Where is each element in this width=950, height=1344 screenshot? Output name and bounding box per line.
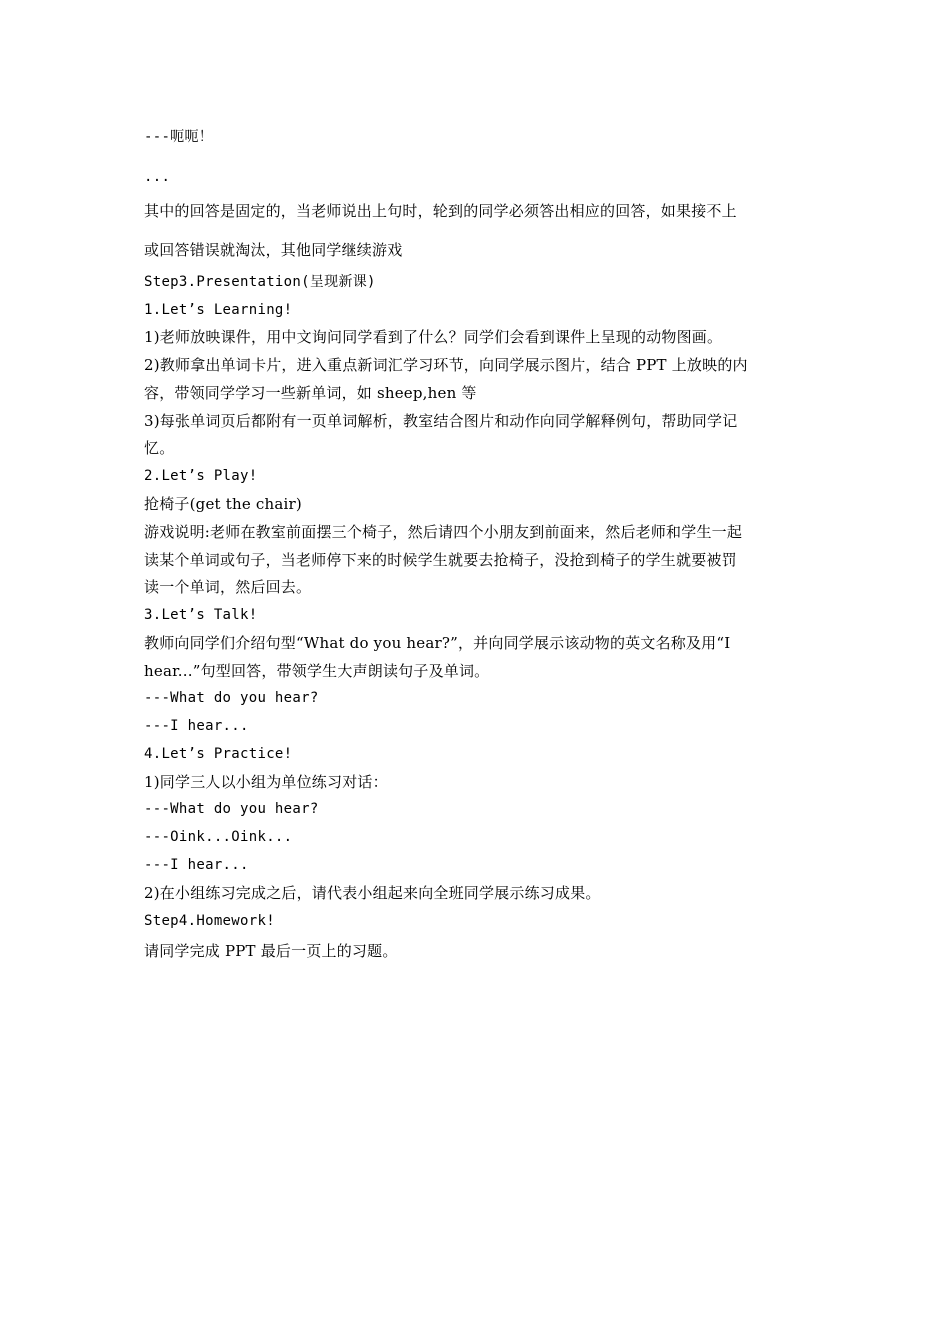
paragraph-line: 读某个单词或句子，当老师停下来的时候学生就要去抢椅子，没抢到椅子的学生就要被罚 <box>144 551 737 569</box>
dialogue-line: ---Oink...Oink... <box>144 829 293 845</box>
paragraph-line: 3)每张单词页后都附有一页单词解析，教室结合图片和动作向同学解释例句，帮助同学记 <box>144 412 738 430</box>
dialogue-line: ---呃呃！ <box>144 129 214 145</box>
paragraph-line: 2)教师拿出单词卡片，进入重点新词汇学习环节，向同学展示图片，结合 PPT 上放映的内 <box>144 356 748 374</box>
subheading-lets-practice: 4.Let’s Practice! <box>144 746 293 762</box>
section-heading-step3: Step3.Presentation(呈现新课) <box>144 274 376 290</box>
paragraph-line: 2)在小组练习完成之后，请代表小组起来向全班同学展示练习成果。 <box>144 884 601 902</box>
game-title: 抢椅子(get the chair) <box>144 495 302 513</box>
paragraph-line: 1)老师放映课件，用中文询问同学看到了什么？同学们会看到课件上呈现的动物图画。 <box>144 328 723 346</box>
dialogue-line: ---I hear... <box>144 857 249 873</box>
paragraph-line: 其中的回答是固定的，当老师说出上句时，轮到的同学必须答出相应的回答，如果接不上 <box>144 202 737 220</box>
paragraph-line: hear...”句型回答，带领学生大声朗读句子及单词。 <box>144 662 490 680</box>
paragraph-line: 或回答错误就淘汰，其他同学继续游戏 <box>144 241 403 259</box>
paragraph-line: 教师向同学们介绍句型“What do you hear?”，并向同学展示该动物的英文名称及用“I <box>144 634 731 652</box>
paragraph-line: 游戏说明:老师在教室前面摆三个椅子，然后请四个小朋友到前面来，然后老师和学生一起 <box>144 523 743 541</box>
section-heading-step4: Step4.Homework! <box>144 913 275 929</box>
dialogue-line: ---What do you hear? <box>144 801 319 817</box>
paragraph-line: 读一个单词，然后回去。 <box>144 578 312 596</box>
paragraph-line: 忆。 <box>144 439 175 457</box>
subheading-lets-play: 2.Let’s Play! <box>144 468 258 484</box>
subheading-lets-learning: 1.Let’s Learning! <box>144 302 293 318</box>
paragraph-line: 请同学完成 PPT 最后一页上的习题。 <box>144 942 398 960</box>
dialogue-line: ---What do you hear? <box>144 690 319 706</box>
paragraph-line: 1)同学三人以小组为单位练习对话： <box>144 773 388 791</box>
subheading-lets-talk: 3.Let’s Talk! <box>144 607 258 623</box>
paragraph-line: 容，带领同学学习一些新单词，如 sheep,hen 等 <box>144 384 477 402</box>
dialogue-line: ---I hear... <box>144 718 249 734</box>
ellipsis-line: ... <box>144 169 171 185</box>
